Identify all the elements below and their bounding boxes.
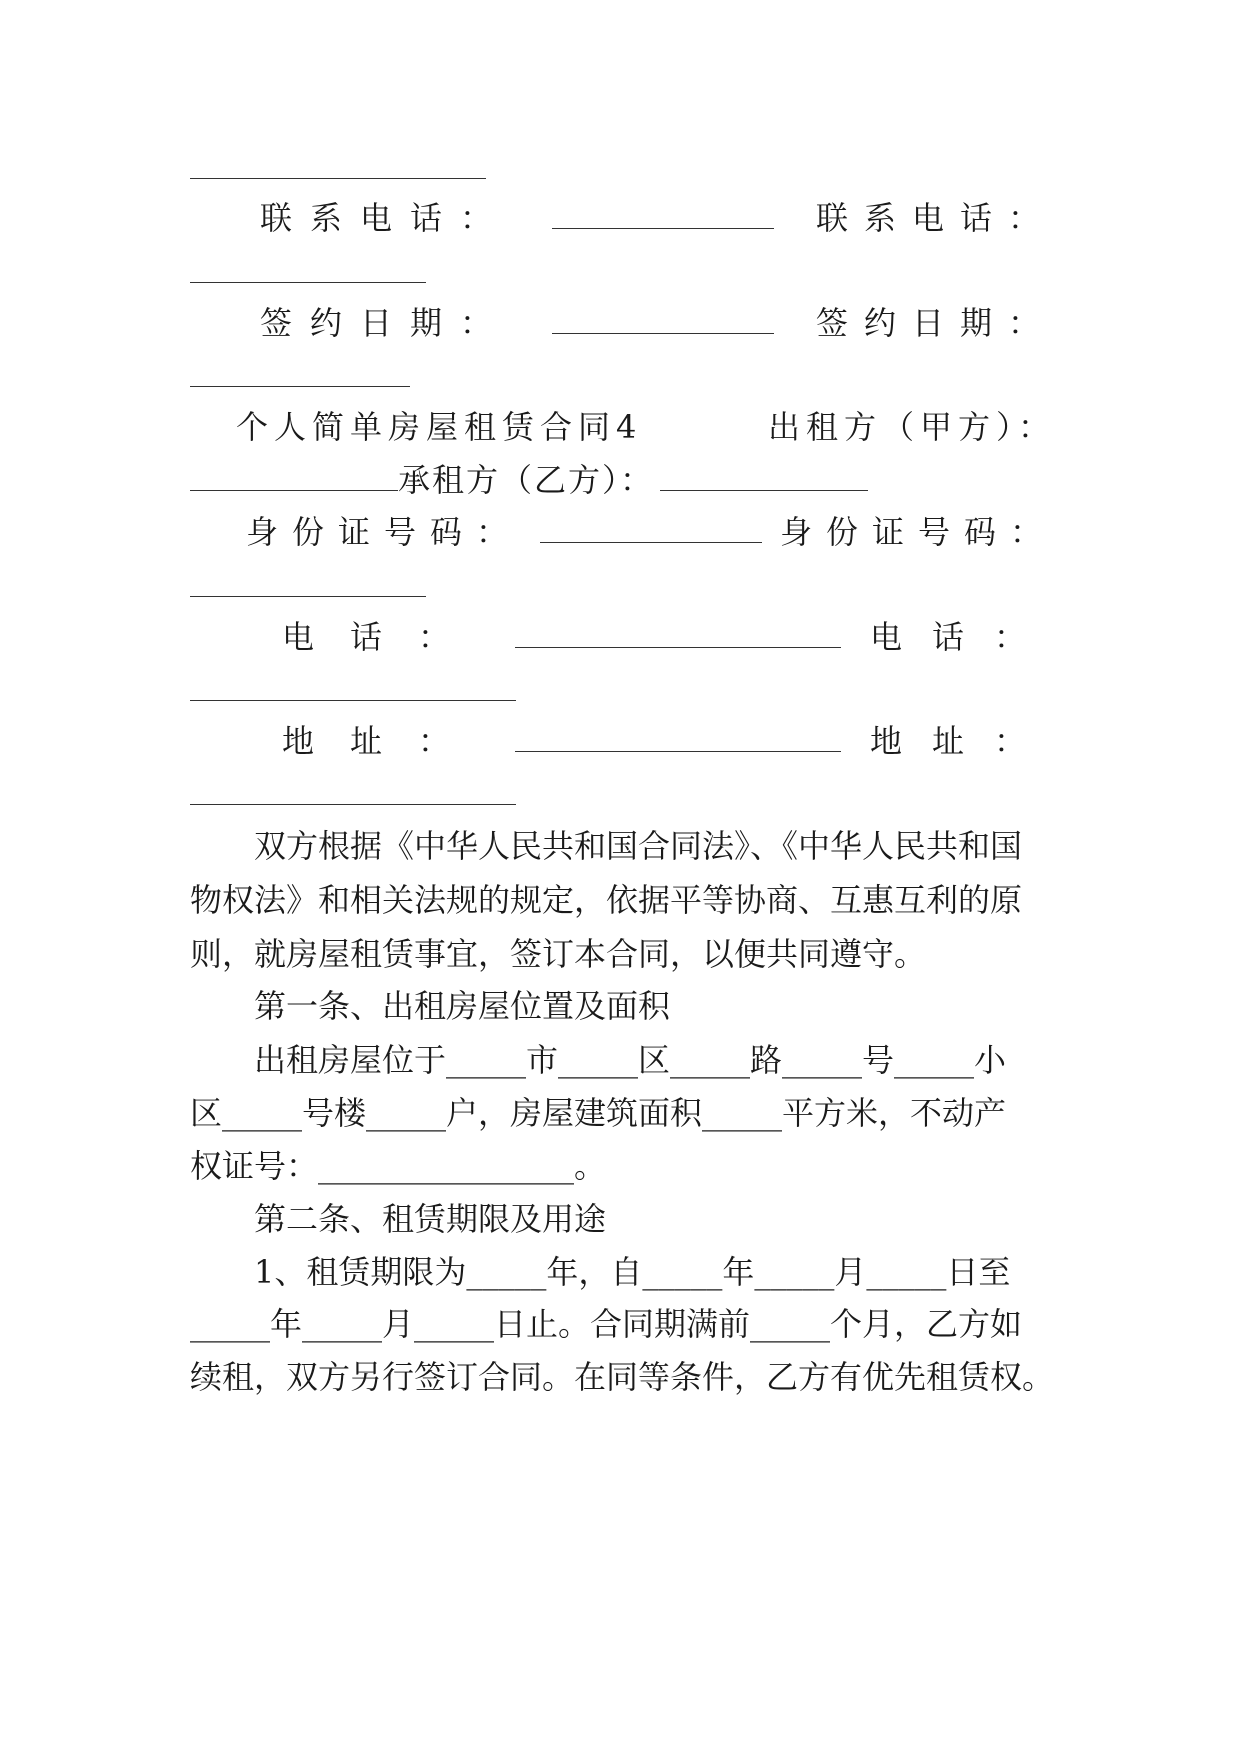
- lessee-row: [190, 460, 1056, 500]
- blank-line: [190, 804, 516, 805]
- preamble-line-3: 则，就房屋租赁事宜，签订本合同，以便共同遵守。: [190, 935, 927, 973]
- sign-date-label-left: 签约日期：: [260, 304, 511, 342]
- blank-line: [190, 178, 486, 179]
- article1-line-3: 权证号：________________。: [190, 1147, 607, 1185]
- article1-line-1: 出租房屋位于_____市_____区_____路_____号_____小: [254, 1041, 1007, 1079]
- article1-line-2: 区_____号楼_____户，房屋建筑面积_____平方米，不动产: [190, 1094, 1007, 1132]
- article2-line-2: _____年_____月_____日止。合同期满前_____个月，乙方如: [190, 1305, 1023, 1343]
- sign-date-label-right: 签约日期：: [815, 304, 1056, 342]
- lessor-label: 出租方（甲方）：: [767, 408, 1056, 446]
- preamble-line-1: 双方根据《中华人民共和国合同法》、《中华人民共和国: [254, 827, 1023, 865]
- address-row: [190, 721, 1056, 761]
- article2-line-1: 1、租赁期限为_____年，自_____年_____月_____日至: [254, 1253, 1011, 1291]
- blank-line: [190, 700, 516, 701]
- lessee-blank: [660, 462, 868, 491]
- lessor-blank: [190, 462, 398, 491]
- phone-label-left: 电话：: [282, 618, 487, 656]
- address-blank-left: [515, 723, 841, 752]
- id-number-label-left: 身份证号码：: [246, 513, 523, 551]
- article1-heading: 第一条、出租房屋位置及面积: [254, 987, 671, 1025]
- address-label-left: 地址：: [282, 722, 487, 760]
- phone-blank-left: [515, 619, 841, 648]
- id-number-label-right: 身份证号码：: [779, 513, 1056, 551]
- id-number-row: [190, 512, 1056, 552]
- article2-heading: 第二条、租赁期限及用途: [254, 1200, 607, 1238]
- phone-row: [190, 617, 1056, 657]
- contract-title: 个人简单房屋租赁合同4: [236, 408, 643, 446]
- preamble-line-2: 物权法》和相关法规的规定，依据平等协商、互惠互利的原: [190, 881, 1023, 919]
- blank-line: [190, 596, 426, 597]
- contact-phone-blank-left: [552, 200, 774, 229]
- sign-date-row: [190, 303, 1056, 343]
- article2-line-3: 续租，双方另行签订合同。在同等条件，乙方有优先租赁权。: [190, 1358, 1055, 1396]
- sign-date-blank-left: [552, 305, 774, 334]
- phone-label-right: 电话：: [869, 618, 1056, 656]
- contact-phone-label-left: 联系电话：: [260, 199, 511, 237]
- blank-line: [190, 282, 426, 283]
- contact-phone-label-right: 联系电话：: [815, 199, 1056, 237]
- id-number-blank-left: [540, 514, 762, 543]
- contract-title-row: [190, 407, 1056, 447]
- address-label-right: 地址：: [869, 722, 1056, 760]
- contact-phone-row: [190, 198, 1056, 238]
- blank-line: [190, 386, 410, 387]
- lessee-label: 承租方（乙方）：: [398, 461, 655, 499]
